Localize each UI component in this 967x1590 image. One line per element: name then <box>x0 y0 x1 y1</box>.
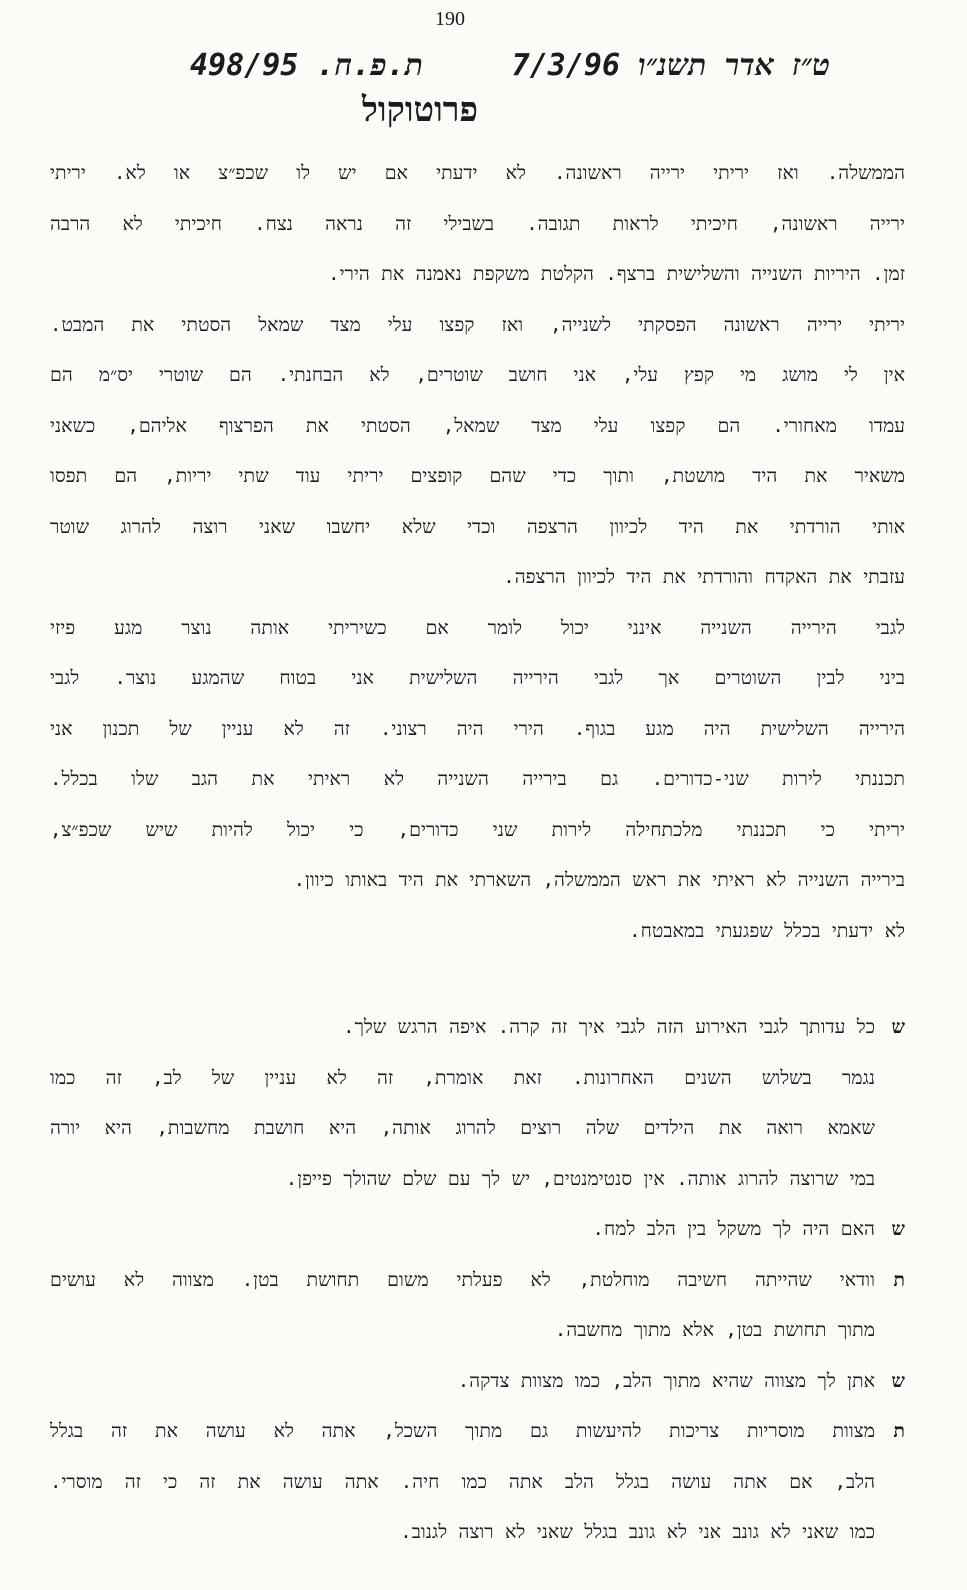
speaker-label: ש <box>891 1369 905 1392</box>
speaker-label <box>875 1457 905 1508</box>
qa-text: במי שרוצה להרוג אותה. אין סנטימנטים, יש לך עם שלם שהולך פייפן. <box>285 1167 875 1190</box>
qa-line <box>50 1507 905 1558</box>
testimony-body <box>50 148 905 1558</box>
text-line: לא ידעתי בכלל שפגעתי במאבטח. <box>629 919 905 942</box>
section-gap <box>50 956 905 1002</box>
text-line: יריתי ירייה ראשונה הפסקתי לשנייה, ואז קפצו עלי מצד שמאל הסטתי את המבט. <box>50 313 905 336</box>
qa-text: שאמא רואה את הילדים שלה רוצים להרוג אותה, היא חושבת מחשבות, היא יורה <box>50 1117 875 1139</box>
speaker-label: ת <box>893 1420 905 1442</box>
qa-text: מתוך תחושת בטן, אלא מתוך מחשבה. <box>554 1319 875 1341</box>
question-answer-section <box>50 1002 905 1558</box>
text-line: עמדו מאחורי. הם קפצו עלי מצד שמאל, הסטתי את הפרצוף אליהם, כשאני <box>50 414 905 437</box>
qa-line <box>50 1154 905 1205</box>
speaker-label: ש <box>891 1016 905 1038</box>
speaker-label: ת <box>893 1268 905 1291</box>
text-line: בירייה השנייה לא ראיתי את ראש הממשלה, השארתי את היד באותו כיוון. <box>293 869 905 891</box>
qa-line <box>50 1457 905 1508</box>
qa-line <box>50 1406 905 1457</box>
qa-text: וודאי שהייתה חשיבה מוחלטת, לא פעלתי משום תחושת בטן. מצווה לא עושים <box>50 1268 875 1291</box>
qa-text: האם היה לך משקל בין הלב למח. <box>592 1218 875 1240</box>
qa-text: כל עדותך לגבי האירוע הזה לגבי איך זה קרה. איפה הרגש שלך. <box>343 1016 875 1038</box>
text-line: עזבתי את האקדח והורדתי את היד לכיוון הרצפה. <box>503 566 905 588</box>
qa-line <box>50 1002 905 1053</box>
text-line: זמן. היריות השנייה והשלישית ברצף. הקלטת משקפת נאמנה את הירי. <box>328 263 905 285</box>
qa-line <box>50 1053 905 1104</box>
text-line: אין לי מושג מי קפץ עלי, אני חושב שוטרים, לא הבחנתי. הם שוטרי יס״מ הם <box>50 364 905 386</box>
text-line: ביני לבין השוטרים אך לגבי הירייה השלישית אני בטוח שהמגע נוצר. לגבי <box>50 667 905 689</box>
text-line: הממשלה. ואז יריתי ירייה ראשונה. לא ידעתי אם יש לו שכפ״צ או לא. יריתי <box>50 162 905 184</box>
text-line: ירייה ראשונה, חיכיתי לראות תגובה. בשבילי זה נראה נצח. חיכיתי לא הרבה <box>50 212 905 235</box>
qa-line <box>50 1305 905 1356</box>
speaker-label: ש <box>891 1218 905 1240</box>
qa-text: אתן לך מצווה שהיא מתוך הלב, כמו מצוות צדקה. <box>457 1369 875 1392</box>
qa-line <box>50 1204 905 1255</box>
qa-text: הלב, אם אתה עושה בגלל הלב אתה כמו חיה. אתה עושה את זה כי זה מוסרי. <box>50 1470 875 1493</box>
document-header <box>190 48 830 92</box>
qa-line <box>50 1255 905 1306</box>
speaker-label <box>875 1154 905 1205</box>
qa-line <box>50 1103 905 1154</box>
document-title: פרוטוקול <box>362 90 478 130</box>
testimony-paragraphs <box>50 148 905 956</box>
speaker-label <box>875 1507 905 1558</box>
text-line: הירייה השלישית היה מגע בגוף. הירי היה רצוני. זה לא עניין של תכנון אני <box>50 717 905 740</box>
text-line: אותי הורדתי את היד לכיוון הרצפה וכדי שלא יחשבו שאני רוצה להרוג שוטר <box>50 515 905 538</box>
header-date: ט״ז אדר תשנ״ו 7/3/96 <box>511 48 830 83</box>
speaker-label <box>875 1053 905 1104</box>
qa-line <box>50 1356 905 1407</box>
qa-text: כמו שאני לא גונב אני לא גונב בגלל שאני לא רוצה לגנוב. <box>400 1521 875 1543</box>
page-number: 190 <box>435 8 465 30</box>
text-line: תכננתי לירות שני-כדורים. גם בירייה השנייה לא ראיתי את הגב שלו בכלל. <box>50 768 905 790</box>
case-number: ת.פ.ח. 498/95 <box>190 48 423 83</box>
speaker-label <box>875 1103 905 1154</box>
text-line: יריתי כי תכננתי מלכתחילה לירות שני כדורים, כי יכול להיות שיש שכפ״צ, <box>50 818 905 841</box>
text-line: לגבי הירייה השנייה אינני יכול לומר אם כשיריתי אותה נוצר מגע פיזי <box>50 616 905 639</box>
qa-text: נגמר בשלוש השנים האחרונות. זאת אומרת, זה לא עניין של לב, זה כמו <box>50 1066 875 1089</box>
speaker-label <box>875 1305 905 1356</box>
text-line: משאיר את היד מושטת, ותוך כדי שהם קופצים יריתי עוד שתי יריות, הם תפסו <box>50 465 905 487</box>
qa-text: מצוות מוסריות צריכות להיעשות גם מתוך השכל, אתה לא עושה את זה בגלל <box>50 1420 875 1442</box>
